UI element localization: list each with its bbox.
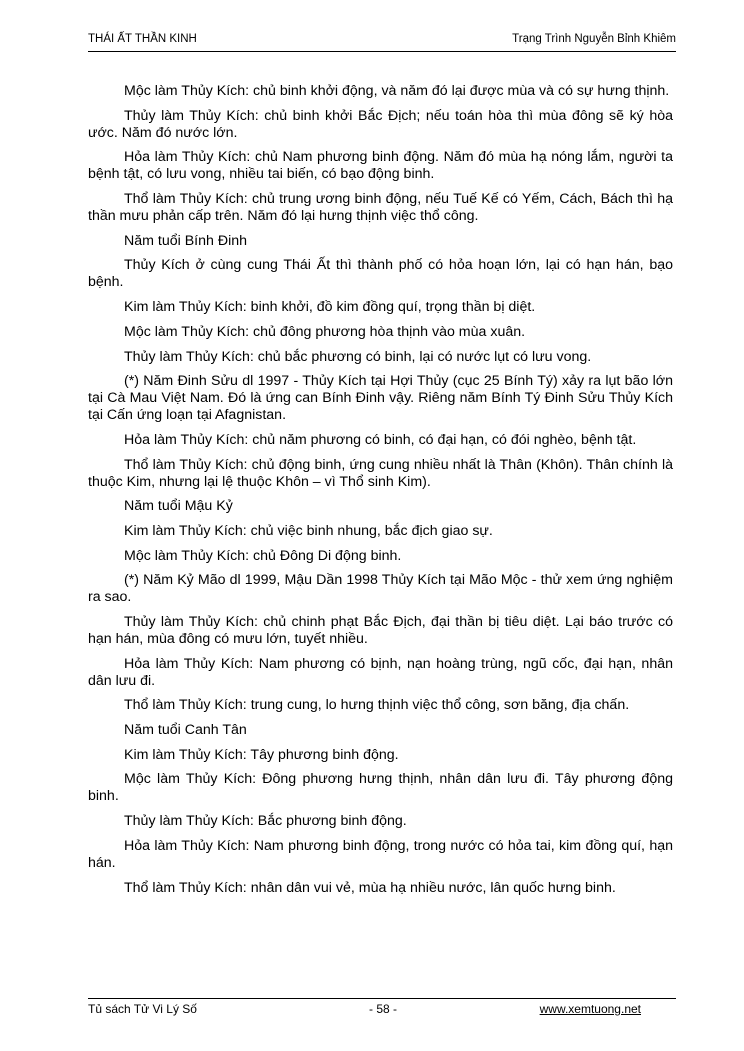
section-heading: Năm tuổi Canh Tân (124, 722, 247, 739)
header-title: THÁI ẤT THẦN KINH (88, 33, 197, 45)
paragraph: Thổ làm Thủy Kích: trung cung, lo hưng thịnh việc thổ công, sơn băng, địa chấn. (124, 697, 630, 714)
paragraph: Hỏa làm Thủy Kích: chủ năm phương có binh, có đại hạn, có đói nghèo, bệnh tật. (124, 431, 637, 448)
paragraph: Hỏa làm Thủy Kích: Nam phương có bịnh, nạn hoàng trùng, ngũ cốc, đại hạn, nhân dân lưu đi. (88, 655, 673, 689)
paragraph: Hỏa làm Thủy Kích: Nam phương binh động, trong nước có hỏa tai, kim đồng quí, hạn hán. (88, 837, 673, 871)
paragraph: Mộc làm Thủy Kích: chủ Đông Di động binh. (124, 547, 402, 564)
footer-series-title: Tủ sách Tử Vi Lý Số (88, 1002, 197, 1016)
paragraph: Thủy làm Thủy Kích: Bắc phương binh động. (124, 813, 407, 830)
section-heading: Năm tuổi Bính Đinh (124, 232, 248, 249)
footer-website-link[interactable]: www.xemtuong.net (539, 1002, 641, 1016)
page-header (88, 33, 676, 52)
paragraph: Kim làm Thủy Kích: Tây phương binh động. (124, 746, 399, 763)
paragraph: Hỏa làm Thủy Kích: chủ Nam phương binh động. Năm đó mùa hạ nóng lắm, người ta bệnh tật, có lưu vong, nhiều tai biến, có bạo động binh. (88, 149, 673, 183)
paragraph: Thổ làm Thủy Kích: nhân dân vui vẻ, mùa hạ nhiều nước, lân quốc hưng binh. (124, 879, 616, 896)
paragraph: Thủy làm Thủy Kích: chủ chinh phạt Bắc Địch, đại thần bị tiêu diệt. Lại báo trước có hạn hán, mùa đông có mưu lớn, tuyết nhiều. (88, 614, 673, 647)
section-heading: Năm tuổi Mậu Kỷ (124, 498, 233, 515)
page-content (88, 83, 673, 904)
paragraph: Thổ làm Thủy Kích: chủ động binh, ứng cung nhiều nhất là Thân (Khôn). Thân chính là thuộc Kim, nhưng lại lệ thuộc Khôn – vì Thổ sinh Kim). (88, 456, 673, 490)
paragraph: Thủy làm Thủy Kích: chủ binh khởi Bắc Địch; nếu toán hòa thì mùa đông sẽ ký hòa ước. Năm đó nước lớn. (88, 107, 673, 141)
paragraph: Thủy làm Thủy Kích: chủ bắc phương có binh, lại có nước lụt có lưu vong. (124, 348, 592, 365)
paragraph: Mộc làm Thủy Kích: chủ binh khởi động, và năm đó lại được mùa và có sự hưng thịnh. (124, 83, 670, 99)
paragraph: Thổ làm Thủy Kích: chủ trung ương binh động, nếu Tuế Kế có Yếm, Cách, Bách thì hạ thần mưu phản cấp trên. Năm đó lại hưng thịnh việc thổ công. (88, 191, 673, 225)
note-paragraph: (*) Năm Kỷ Mão dl 1999, Mậu Dần 1998 Thủy Kích tại Mão Mộc - thử xem ứng nghiệm ra sao. (88, 572, 673, 606)
page-footer (88, 998, 676, 1019)
paragraph: Mộc làm Thủy Kích: Đông phương hưng thịnh, nhân dân lưu đi. Tây phương động binh. (88, 771, 673, 805)
page-number: - 58 - (369, 1002, 398, 1016)
paragraph: Mộc làm Thủy Kích: chủ đông phương hòa thịnh vào mùa xuân. (124, 323, 526, 340)
header-author: Trạng Trình Nguyễn Bỉnh Khiêm (512, 33, 676, 45)
note-paragraph: (*) Năm Đinh Sửu dl 1997 - Thủy Kích tại Hợi Thủy (cục 25 Bính Tý) xảy ra lụt bão lớn tại Cà Mau Việt Nam. Đó là ứng can Bính Đinh vậy. Riêng năm Bính Tý Đinh Sửu Thủy Kích tại Cấn ứng loạn tại Afagnistan. (88, 373, 673, 424)
paragraph: Thủy Kích ở cùng cung Thái Ất thì thành phố có hỏa hoạn lớn, lại có hạn hán, bạo bệnh. (88, 257, 673, 291)
paragraph: Kim làm Thủy Kích: binh khởi, đồ kim đồng quí, trọng thần bị diệt. (124, 299, 536, 316)
paragraph: Kim làm Thủy Kích: chủ việc binh nhung, bắc địch giao sự. (124, 522, 493, 539)
